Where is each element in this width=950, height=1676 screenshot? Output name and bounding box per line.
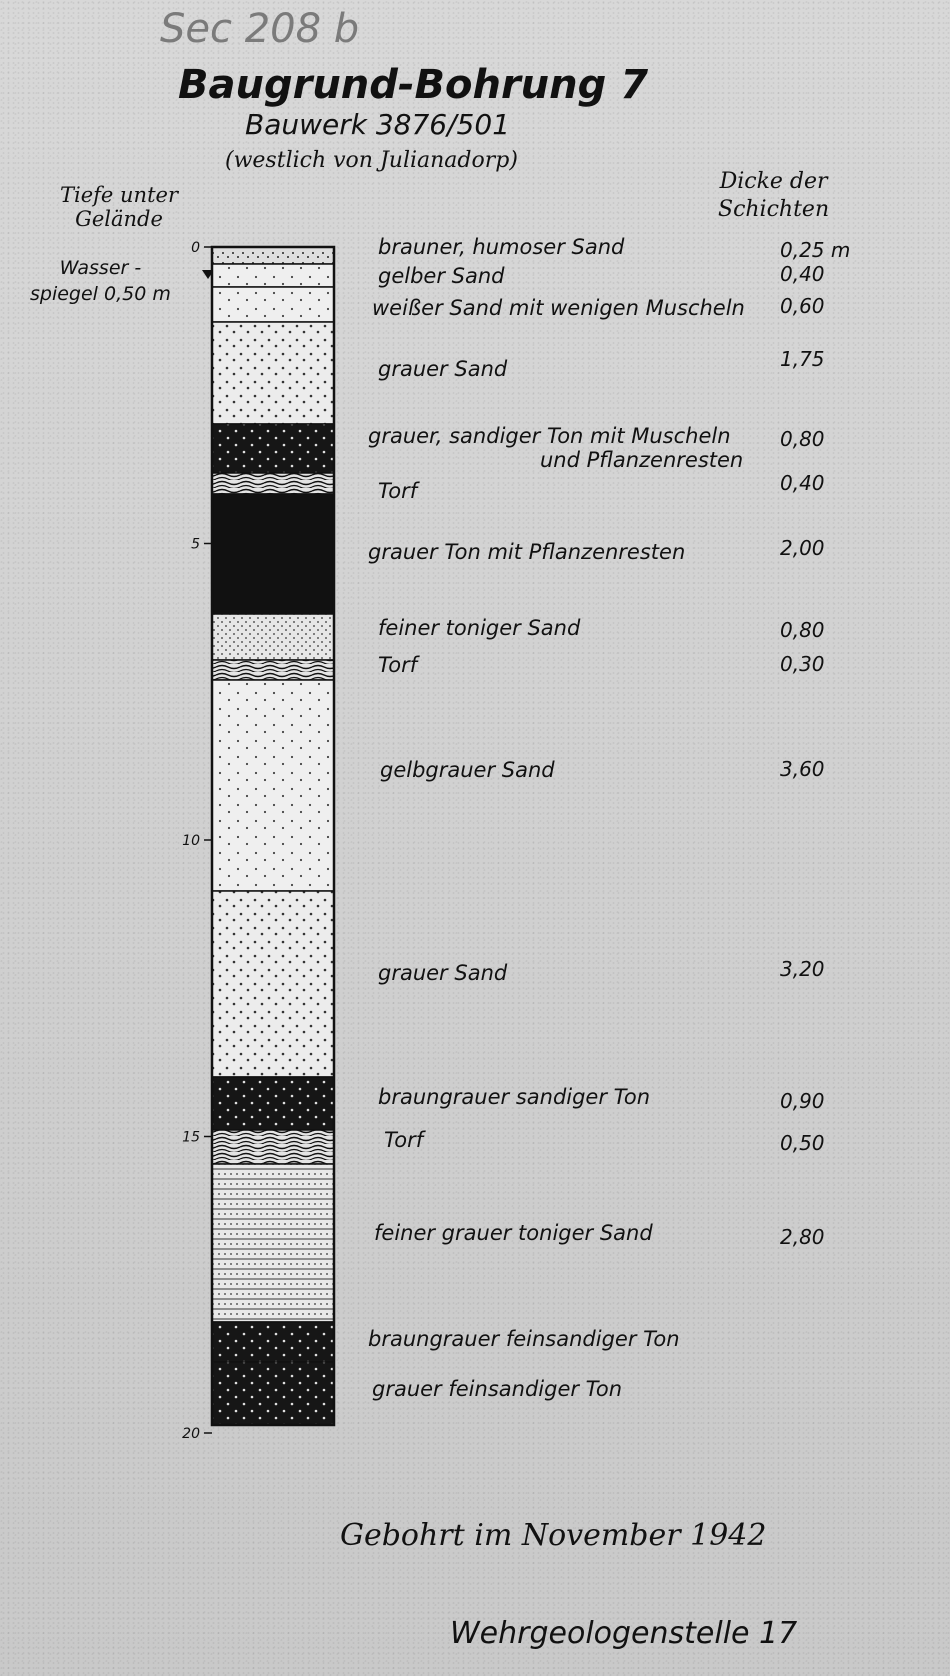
depth-tick-label-20: 20 [182,1426,200,1442]
layer-label-8: feiner toniger Sand [378,616,581,640]
structure-number: Bauwerk 3876/501 [245,108,511,141]
depth-header-line-2: Gelände [75,207,163,231]
layer-4 [212,322,334,424]
thickness-header-line-2: Schichten [718,197,830,222]
layer-label-13: Torf [384,1128,424,1152]
water-level-line-1: Wasser - [59,257,142,279]
layer-2 [212,264,334,287]
layer-thickness-5: 0,80 [780,427,825,451]
depth-tick-label-15: 15 [182,1129,200,1146]
layer-9 [212,660,334,680]
layer-12 [212,1077,334,1130]
layer-thickness-10: 3,60 [780,757,825,781]
layer-label-6: Torf [378,479,418,503]
layer-label-5: grauer, sandiger Ton mit Muscheln [368,424,731,448]
depth-tick-label-10: 10 [182,833,200,849]
layer-label-10: gelbgrauer Sand [380,758,555,782]
layer-label-2: gelber Sand [378,264,505,288]
layer-6 [212,473,334,494]
layer-label-14: feiner grauer toniger Sand [374,1221,653,1245]
issuing-office: Wehrgeologenstelle 17 [450,1616,798,1651]
layer-thickness-8: 0,80 [780,618,825,642]
layer-label-15: braungrauer feinsandiger Ton [368,1327,680,1351]
layer-10 [212,680,334,891]
layer-label-7: grauer Ton mit Pflanzenresten [368,540,686,564]
layer-label-3: weißer Sand mit wenigen Muscheln [372,296,745,320]
layer-16 [212,1362,334,1425]
layer-thickness-9: 0,30 [780,652,825,676]
layer-thickness-2: 0,40 [780,262,825,286]
layer-label-11: grauer Sand [378,961,508,985]
page-title: Baugrund-Bohrung 7 [178,62,649,108]
layer-1 [212,247,334,264]
layer-5 [212,424,334,473]
location-note: (westlich von Julianadorp) [225,148,518,173]
depth-tick-label-5: 5 [191,536,200,553]
water-level-line-2: spiegel 0,50 m [30,283,171,305]
layer-thickness-13: 0,50 [780,1131,825,1155]
layer-label-16: grauer feinsandiger Ton [372,1377,623,1401]
layer-thickness-14: 2,80 [780,1225,825,1249]
thickness-header-line-1: Dicke der [719,169,828,194]
layer-label-9: Torf [378,653,418,677]
drilling-date: Gebohrt im November 1942 [340,1518,767,1553]
layer-thickness-3: 0,60 [780,294,825,318]
layer-thickness-4: 1,75 [780,347,825,371]
layer-label-12: braungrauer sandiger Ton [378,1085,651,1109]
depth-header-line-1: Tiefe unter [60,183,178,207]
layer-13 [212,1130,334,1164]
layer-11 [212,891,334,1077]
layer-label-5-line-2: und Pflanzenresten [540,448,744,472]
layer-15 [212,1322,334,1362]
layer-label-4: grauer Sand [378,357,508,381]
layer-label-1: brauner, humoser Sand [378,235,625,259]
layer-thickness-11: 3,20 [780,957,825,981]
layer-3 [212,287,334,322]
layer-thickness-7: 2,00 [780,536,825,560]
archive-stamp: Sec 208 b [160,6,360,52]
layer-thickness-1: 0,25 m [780,238,851,262]
layer-8 [212,614,334,660]
depth-tick-label-0: 0 [191,240,200,256]
layer-thickness-6: 0,40 [780,471,825,495]
layer-7 [212,494,334,614]
layer-thickness-12: 0,90 [780,1089,825,1113]
layer-14 [212,1164,334,1322]
